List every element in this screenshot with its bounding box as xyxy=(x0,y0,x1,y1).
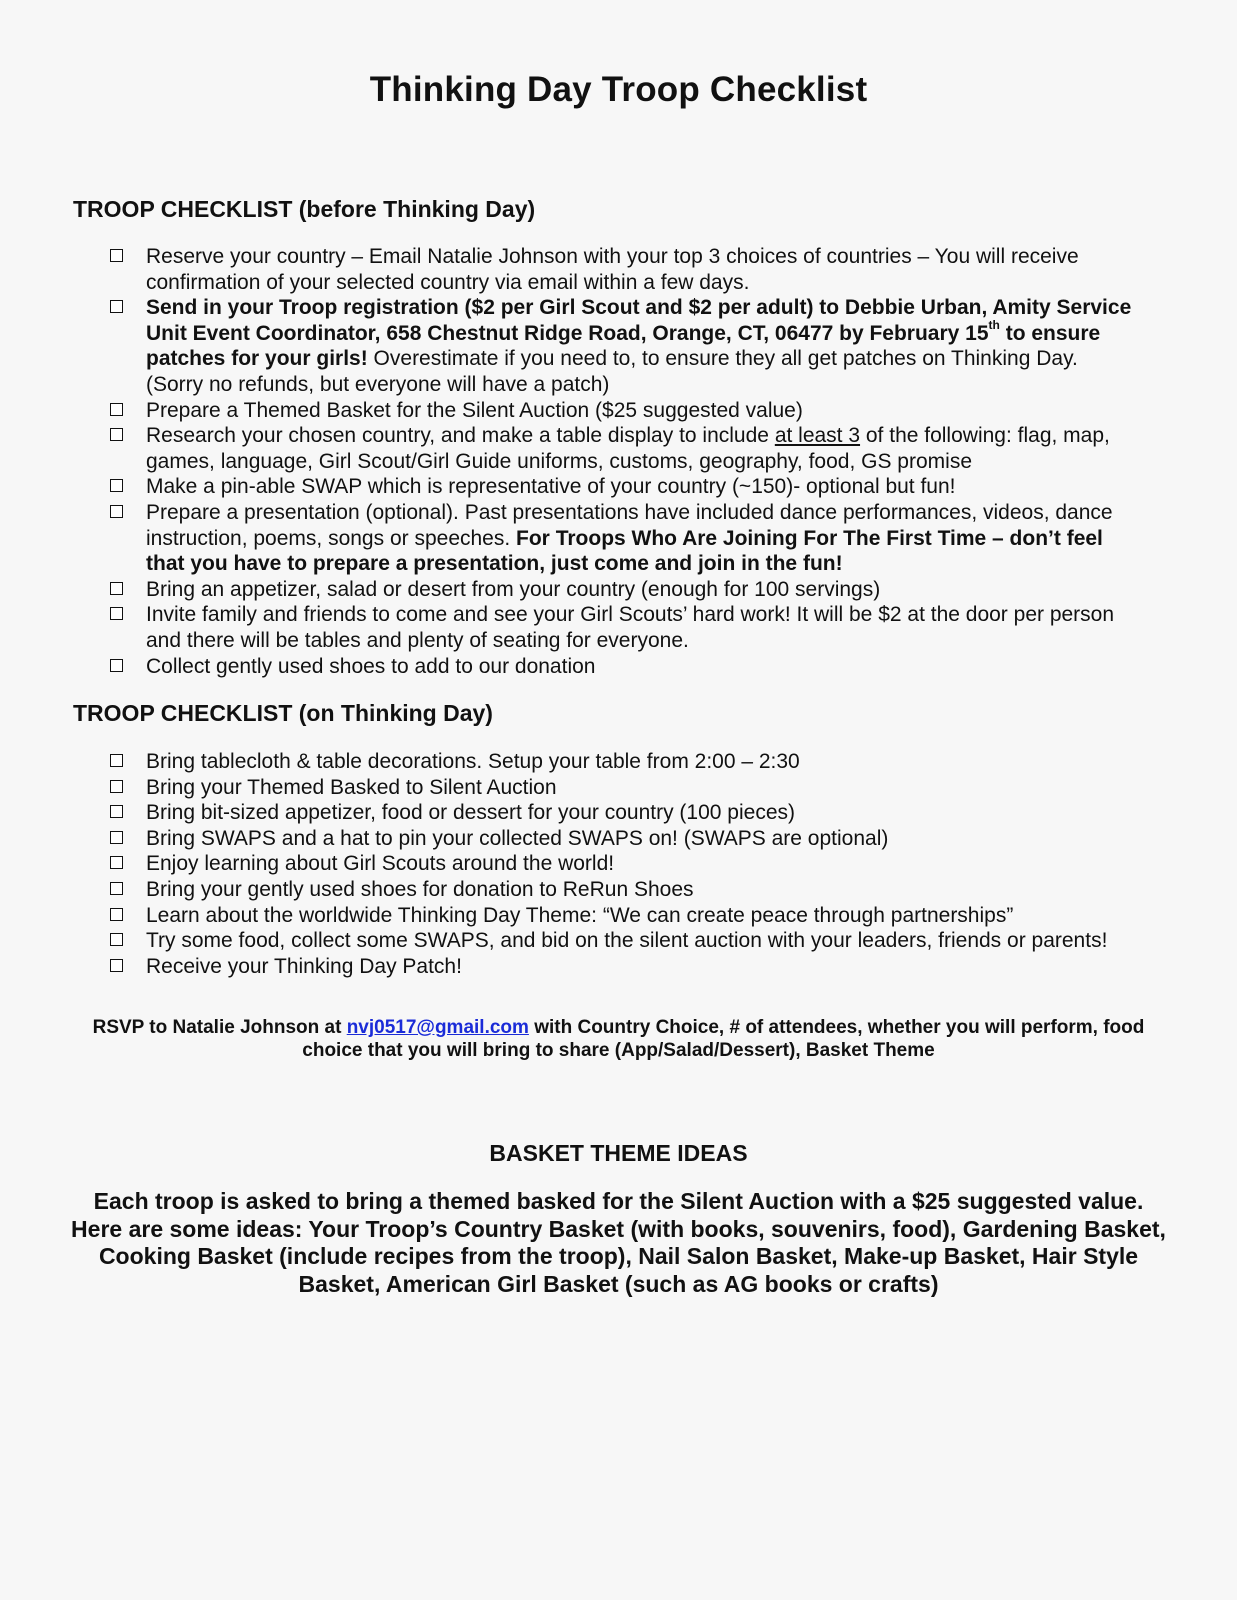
item-text: Make a pin-able SWAP which is representative of your country (~150)- optional but fun! xyxy=(146,475,956,499)
item-text: Bring SWAPS and a hat to pin your collected SWAPS on! (SWAPS are optional) xyxy=(146,826,889,850)
checklist-item xyxy=(110,244,1140,295)
rsvp-note xyxy=(60,1016,1177,1062)
item-text: Overestimate if you need to, to ensure they all get patches on Thinking Day. (Sorry no refunds, but everyone will have a patch) xyxy=(146,347,1078,396)
item-text: Invite family and friends to come and see your Girl Scouts’ hard work! It will be $2 at the door per person and there will be tables and plenty of seating for everyone. xyxy=(146,603,1115,652)
checkbox-icon[interactable] xyxy=(110,582,123,595)
checkbox-icon[interactable] xyxy=(110,959,123,972)
checkbox-icon[interactable] xyxy=(110,607,123,620)
checklist-on xyxy=(110,749,1140,979)
checklist-item xyxy=(110,577,1140,603)
item-text: Learn about the worldwide Thinking Day Theme: “We can create peace through partnerships” xyxy=(146,903,1014,927)
item-text: Receive your Thinking Day Patch! xyxy=(146,954,462,978)
item-text: of the following: flag, map, games, language, Girl Scout/Girl Guide uniforms, customs, geography, food, GS promise xyxy=(146,424,1110,473)
checklist-item xyxy=(110,500,1140,577)
page-title: Thinking Day Troop Checklist xyxy=(369,70,868,109)
section-heading-before: TROOP CHECKLIST (before Thinking Day) xyxy=(73,196,536,222)
checkbox-icon[interactable] xyxy=(110,659,123,672)
item-bold-text: Send in your Troop registration ($2 per Girl Scout and $2 per adult) to Debbie Urban, Amity Service Unit Event Coordinator, 658 Chestnut Ridge Road, Orange, CT, 06477 by February 15 xyxy=(146,296,1132,345)
checklist-item xyxy=(110,903,1140,929)
checkbox-icon[interactable] xyxy=(110,300,123,313)
checklist-item xyxy=(110,826,1140,852)
item-bold-text: For Troops Who Are Joining For The First Time – don’t feel that you have to prepare a presentation, just come and join in the fun! xyxy=(146,526,1103,576)
rsvp-prefix: RSVP to Natalie Johnson at xyxy=(92,1017,347,1038)
item-text: Research your chosen country, and make a table display to include xyxy=(146,424,775,448)
checklist-before xyxy=(110,244,1140,679)
item-text: Bring bit-sized appetizer, food or dessert for your country (100 pieces) xyxy=(146,801,795,825)
checkbox-icon[interactable] xyxy=(110,428,123,441)
checklist-item xyxy=(110,877,1140,903)
checklist-item xyxy=(110,602,1140,653)
checklist-item xyxy=(110,423,1140,474)
checkbox-icon[interactable] xyxy=(110,780,123,793)
item-text: Bring your gently used shoes for donation to ReRun Shoes xyxy=(146,877,694,901)
checkbox-icon[interactable] xyxy=(110,403,123,416)
checklist-item xyxy=(110,954,1140,980)
checkbox-icon[interactable] xyxy=(110,882,123,895)
rsvp-email-link[interactable]: nvj0517@gmail.com xyxy=(346,1017,529,1038)
checklist-item xyxy=(110,749,1140,775)
checklist-item xyxy=(110,800,1140,826)
item-text: Bring your Themed Basked to Silent Auction xyxy=(146,775,557,799)
rsvp-suffix: with Country Choice, # of attendees, whether you will perform, food choice that you will bring to share (App/Salad/Dessert), Basket Theme xyxy=(302,1017,1145,1061)
item-text: Reserve your country – Email Natalie Johnson with your top 3 choices of countries – You will receive confirmation of your selected country via email within a few days. xyxy=(146,245,1079,294)
checkbox-icon[interactable] xyxy=(110,479,123,492)
checkbox-icon[interactable] xyxy=(110,831,123,844)
checklist-item xyxy=(110,474,1140,500)
item-text: Prepare a Themed Basket for the Silent Auction ($25 suggested value) xyxy=(146,398,803,422)
checkbox-icon[interactable] xyxy=(110,856,123,869)
checkbox-icon[interactable] xyxy=(110,933,123,946)
item-bold-tail: to ensure patches for your girls! xyxy=(146,321,1101,371)
item-text: Try some food, collect some SWAPS, and bid on the silent auction with your leaders, friends or parents! xyxy=(146,929,1108,953)
item-text: Bring tablecloth & table decorations. Setup your table from 2:00 – 2:30 xyxy=(146,750,800,773)
basket-ideas-text: Each troop is asked to bring a themed basked for the Silent Auction with a $25 suggested value. Here are some ideas: Your Troop’s Country Basket (with books, souvenirs, food), Gardening Basket, Cooking Basket (include recipes from the troop), Nail Salon Basket, Make-up Basket, Hair Style Basket, American Girl Basket (such as AG books or crafts) xyxy=(71,1188,1166,1297)
checklist-item xyxy=(110,295,1140,397)
section-heading-on: TROOP CHECKLIST (on Thinking Day) xyxy=(73,700,493,726)
item-bold-sup: th xyxy=(988,317,1000,332)
checkbox-icon[interactable] xyxy=(110,754,123,767)
checklist-item xyxy=(110,775,1140,801)
checklist-item xyxy=(110,654,1140,680)
checkbox-icon[interactable] xyxy=(110,505,123,518)
checklist-item xyxy=(110,398,1140,424)
item-text: Collect gently used shoes to add to our donation xyxy=(146,654,596,678)
checkbox-icon[interactable] xyxy=(110,805,123,818)
checklist-item xyxy=(110,928,1140,954)
item-text: Enjoy learning about Girl Scouts around the world! xyxy=(146,852,615,876)
item-text: Prepare a presentation (optional). Past presentations have included dance performances, videos, dance instruction, poems, songs or speeches. xyxy=(146,500,1113,550)
checklist-item xyxy=(110,851,1140,877)
item-text: Bring an appetizer, salad or desert from your country (enough for 100 servings) xyxy=(146,577,881,601)
checkbox-icon[interactable] xyxy=(110,908,123,921)
basket-heading: BASKET THEME IDEAS xyxy=(489,1140,748,1166)
item-underlined-text: at least 3 xyxy=(774,424,861,448)
checkbox-icon[interactable] xyxy=(110,249,123,262)
